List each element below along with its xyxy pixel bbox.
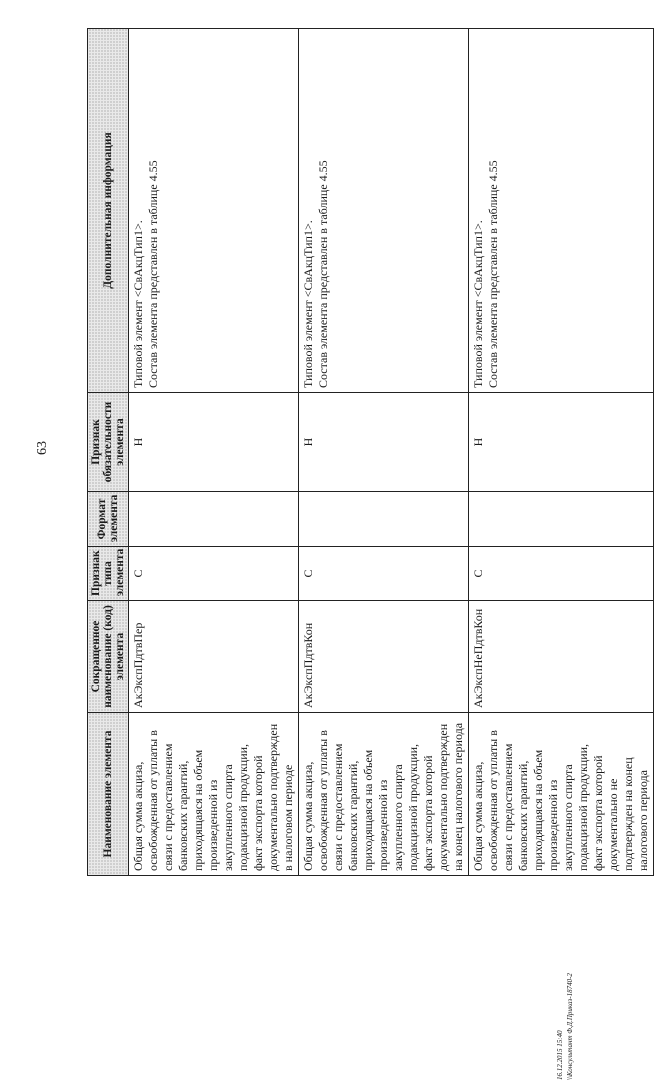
table-row: [469, 29, 654, 876]
table-row: [129, 29, 299, 876]
cell-additional-info: [469, 29, 654, 393]
cell-element-code: АкЭкспПдтвКон: [299, 601, 469, 713]
header-element-format: Формат элемента: [88, 492, 129, 547]
info-line-composition: Состав элемента представлен в таблице 4.55: [146, 160, 160, 388]
header-element-required: Признак обязательности элемента: [88, 393, 129, 492]
cell-element-type: С: [469, 547, 654, 601]
print-stamp: [555, 780, 581, 1080]
info-line-typical-element: Типовой элемент <СвАкцТип1>.: [131, 220, 145, 388]
rotated-table-container: [87, 29, 650, 876]
cell-element-required: Н: [129, 393, 299, 492]
table-row: [299, 29, 469, 876]
cell-element-required: Н: [299, 393, 469, 492]
cell-element-type: С: [299, 547, 469, 601]
info-line-typical-element: Типовой элемент <СвАкцТип1>.: [471, 220, 485, 388]
info-line-composition: Состав элемента представлен в таблице 4.55: [486, 160, 500, 388]
cell-element-name: Общая сумма акциза, освобожденная от уплаты в связи с предоставлением банковских гарантий, приходящаяся на объем произведенной из закупленного спирта подакцизной продукции, факт экспорта которой документально подтвержден в налоговом периоде: [129, 713, 299, 876]
info-line-typical-element: Типовой элемент <СвАкцТип1>.: [301, 220, 315, 388]
cell-element-type: С: [129, 547, 299, 601]
header-element-code: Сокращенное наименование (код) элемента: [88, 601, 129, 713]
table-header-row: [88, 29, 129, 876]
cell-element-format: [469, 492, 654, 547]
cell-element-code: АкЭкспПдтвПер: [129, 601, 299, 713]
cell-additional-info: [299, 29, 469, 393]
cell-element-required: Н: [469, 393, 654, 492]
cell-additional-info: [129, 29, 299, 393]
stamp-source: \\Консультант Ф.Д.Приказ-18740-2: [566, 973, 574, 1080]
header-element-type: Признак типа элемента: [88, 547, 129, 601]
cell-element-name: Общая сумма акциза, освобожденная от уплаты в связи с предоставлением банковских гарантий, приходящаяся на объем произведенной из закупленного спирта подакцизной продукции, факт экспорта которой документально подтвержден на конец налогового периода: [299, 713, 469, 876]
page-number: 63: [35, 441, 50, 455]
cell-element-format: [299, 492, 469, 547]
header-element-name: Наименование элемента: [88, 713, 129, 876]
element-spec-table: [87, 28, 654, 876]
header-additional-info: Дополнительная информация: [88, 29, 129, 393]
cell-element-name: Общая сумма акциза, освобожденная от уплаты в связи с предоставлением банковских гарантий, приходящаяся на объем произведенной из закупленного спирта подакцизной продукции, факт экспорта которой документально не подтвержден на конец налогового периода: [469, 713, 654, 876]
stamp-date: 16.12.2015 15:40: [556, 1030, 564, 1080]
cell-element-format: [129, 492, 299, 547]
info-line-composition: Состав элемента представлен в таблице 4.55: [316, 160, 330, 388]
cell-element-code: АкЭкспНеПдтвКон: [469, 601, 654, 713]
